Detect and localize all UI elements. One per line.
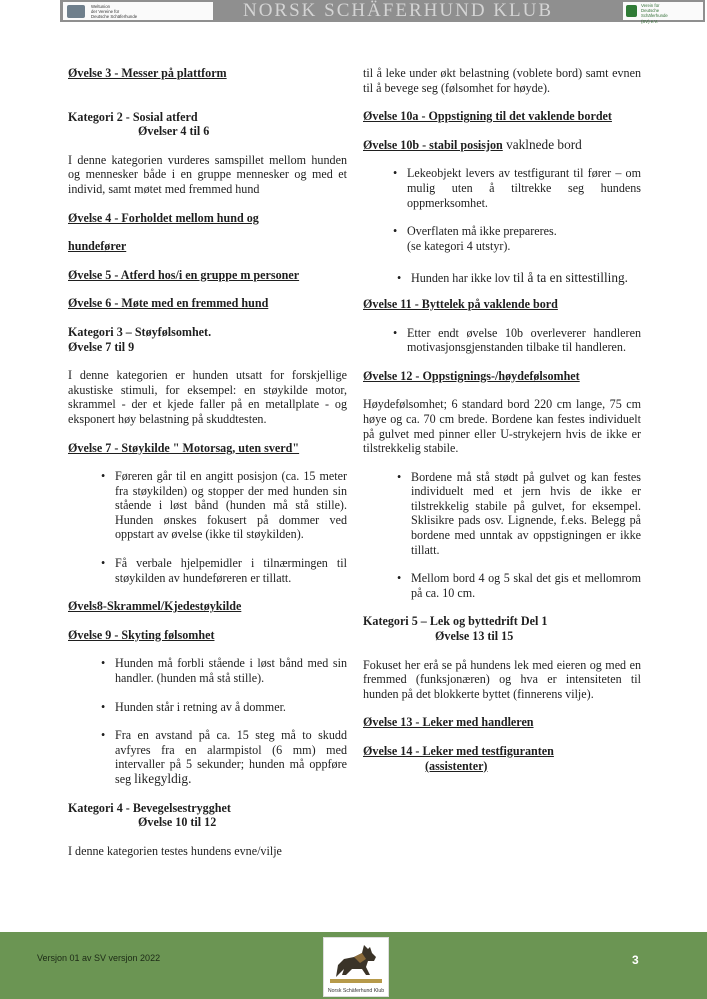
list-item [101, 656, 347, 685]
list-item-text: Hunden har ikke lov [411, 271, 514, 286]
weltunion-logo [63, 2, 213, 20]
list-item [397, 470, 641, 558]
bullet-list [363, 326, 641, 355]
list-item-text: Overflaten må ikke prepareres. (se kategori 4 utstyr). [407, 224, 557, 253]
list-item [393, 166, 641, 210]
bullet-icon: • [393, 224, 398, 239]
exercise-heading: Øvelse 14 - Leker med testfiguranten [363, 744, 554, 758]
exercise-heading: Øvelse 11 - Byttelek på vaklende bord [363, 296, 558, 311]
bullet-icon: • [101, 556, 106, 571]
list-item [101, 728, 347, 786]
right-logo-line: Schäferhunde [641, 13, 668, 19]
paragraph: I denne kategorien testes hundens evne/vilje [68, 843, 282, 858]
list-item-text-large: til å ta en sittestilling. [513, 270, 628, 286]
exercise-heading: Øvelse 5 - Atferd hos/i en gruppe m personer [68, 267, 300, 282]
list-item-text: Fra en avstand på ca. 15 steg må to skudd avfyres fra en alarmpistol (6 mm) med intervaller på 5 sekunder; hunden må oppføre seg [115, 728, 347, 786]
bullet-list [363, 166, 641, 253]
bullet-icon: • [101, 699, 106, 714]
exercise-heading: Øvelse 7 - Støykilde " Motorsag, uten sverd" [68, 440, 300, 455]
dog-emblem-icon [67, 5, 85, 18]
exercise-heading: Øvelse 12 - Oppstignings-/høydefølsomhet [363, 368, 580, 383]
bullet-icon: • [101, 656, 106, 671]
sv-logo [623, 2, 703, 24]
exercise-heading: Øvelse 13 - Leker med handleren [363, 715, 534, 730]
logo-caption: Norsk Schäferhund Klub [327, 988, 385, 994]
exercise-heading: Øvelse 4 - Forholdet mellom hund og [68, 210, 259, 225]
header-banner [60, 0, 705, 22]
shepherd-dog-icon [330, 941, 382, 985]
bullet-list [68, 656, 347, 786]
list-item-text: Lekeobjekt levers av testfigurant til fører – om mulig uten å tiltrekke seg hundens oppmerksomhet. [407, 166, 641, 210]
bullet-list [68, 469, 347, 585]
list-item-text: Bordene må stå stødt på gulvet og kan festes individuelt med et jern hvis de ikke er tilstrekkelig stabile på gulvet, for eksempel. Sklisikre pads osv. Lignende, f.eks. Belegg på bordene med unntak av oppstigningen er ikke tillatt. [411, 469, 641, 557]
exercise-heading: Øvelse 6 - Møte med en fremmed hund [68, 296, 269, 311]
paragraph: Fokuset her erå se på hundens lek med eieren og med en fremmed (funksjonæren) og hva er intensiteten til hunden på det blokkerte byttet (finnerens vilje). [363, 657, 641, 701]
paragraph: I denne kategorien er hunden utsatt for forskjellige akustiske stimuli, for eksempel: en støykilde motor, skrammel - der et kjede faller på en metallplate - og eksponert høy belastning på skuddtesten. [68, 368, 347, 426]
paragraph: til å leke under økt belastning (voblete bord) samt evnen til å bevege seg (følsomhet for høyde). [363, 66, 641, 95]
exercise-heading: hundefører [68, 239, 127, 254]
bullet-icon: • [397, 271, 402, 286]
left-column [68, 66, 347, 858]
list-item-text-wrap [115, 728, 347, 786]
paragraph: Høydefølsomhet; 6 standard bord 220 cm lange, 75 cm høye og ca. 70 cm brede. Bordene kan festes individuelt på gulvet med pinner eller U-strykejern hvis de ikke er tilstrekkelig stabile. [363, 397, 641, 456]
list-item [101, 469, 347, 542]
list-item-text: Føreren går til en angitt posisjon (ca. 15 meter fra støykilden) og stopper der med hunden sin stående i løst bånd (hunden må stå stille). Hunden ønskes fokusert på dommer ved oppstart av øvelse (ikke til støykilden). [115, 469, 347, 542]
paragraph: I denne kategorien vurderes samspillet mellom hunden og mennesker både i en gruppe mennesker og med et individ, samt møtet med fremmed hund [68, 152, 347, 196]
category-subheading: Øvelse 13 til 15 [435, 629, 514, 644]
list-item-text-wrap [411, 271, 641, 286]
list-item-text: Hunden står i retning av å dommer. [115, 699, 286, 714]
left-logo-line: der Vereine für [91, 9, 120, 14]
right-column [363, 66, 641, 773]
list-item [101, 700, 347, 715]
category-heading: Kategori 2 - Sosial atferd [68, 109, 198, 124]
category-heading: Kategori 4 - Bevegelsestrygghet [68, 800, 231, 815]
list-item-text: Mellom bord 4 og 5 skal det gis et mellomrom på ca. 10 cm. [411, 571, 641, 600]
list-item [393, 326, 641, 355]
footer-bar [0, 932, 707, 999]
sv-shield-icon [626, 5, 637, 17]
bullet-icon: • [397, 469, 402, 484]
category-subheading: Øvelse 10 til 12 [138, 815, 217, 830]
bullet-list [363, 470, 641, 601]
exercise-heading-tail: vaklnede bord [502, 136, 582, 152]
club-title: NORSK SCHÄFERHUND KLUB [242, 0, 554, 21]
list-item [393, 224, 641, 253]
exercise-heading: Øvelse 10b - stabil posisjon [363, 137, 503, 152]
bullet-icon: • [393, 325, 398, 340]
exercise-heading-line [363, 138, 641, 153]
exercise-heading: Øvels8-Skrammel/Kjedestøykilde [68, 599, 242, 614]
exercise-heading: (assistenter) [425, 758, 488, 773]
list-item-text: Hunden må forbli stående i løst bånd med sin handler. (hunden må stå stille). [115, 656, 347, 686]
bullet-list [363, 271, 641, 286]
list-item-text: Etter endt øvelse 10b overleverer handleren motivasjonsgjenstanden tilbake til handleren. [407, 325, 641, 355]
bullet-icon: • [393, 166, 398, 181]
page-number: 3 [632, 953, 639, 967]
left-logo-line: Deutsche Schäferhunde [91, 14, 138, 19]
list-item-text-large: likegyldig. [134, 771, 192, 786]
exercise-heading: Øvelse 9 - Skyting følsomhet [68, 627, 215, 642]
left-logo-line: Weltunion [91, 4, 111, 9]
exercise-heading: Øvelse 3 - Messer på plattform [68, 66, 227, 80]
bullet-icon: • [397, 571, 402, 586]
right-logo-line: Verein für [641, 3, 660, 8]
category-subheading: Øvelse 7 til 9 [68, 339, 135, 354]
list-item [101, 556, 347, 585]
list-item-text: Få verbale hjelpemidler i tilnærmingen til støykilden av hundeføreren er tillatt. [115, 556, 347, 585]
bullet-icon: • [101, 728, 106, 743]
list-item [397, 571, 641, 600]
list-item [397, 271, 641, 286]
category-heading: Kategori 3 – Støyfølsomhet. [68, 324, 212, 339]
bullet-icon: • [101, 469, 106, 484]
right-logo-line: (SV) e.V. [641, 18, 659, 24]
club-logo [323, 937, 389, 997]
exercise-heading: Øvelse 10a - Oppstigning til det vaklende bordet [363, 109, 612, 124]
version-text: Versjon 01 av SV versjon 2022 [37, 953, 161, 963]
category-subheading: Øvelser 4 til 6 [138, 124, 210, 139]
category-heading: Kategori 5 – Lek og byttedrift Del 1 [363, 614, 548, 629]
right-logo-line: Deutsche [641, 8, 660, 14]
